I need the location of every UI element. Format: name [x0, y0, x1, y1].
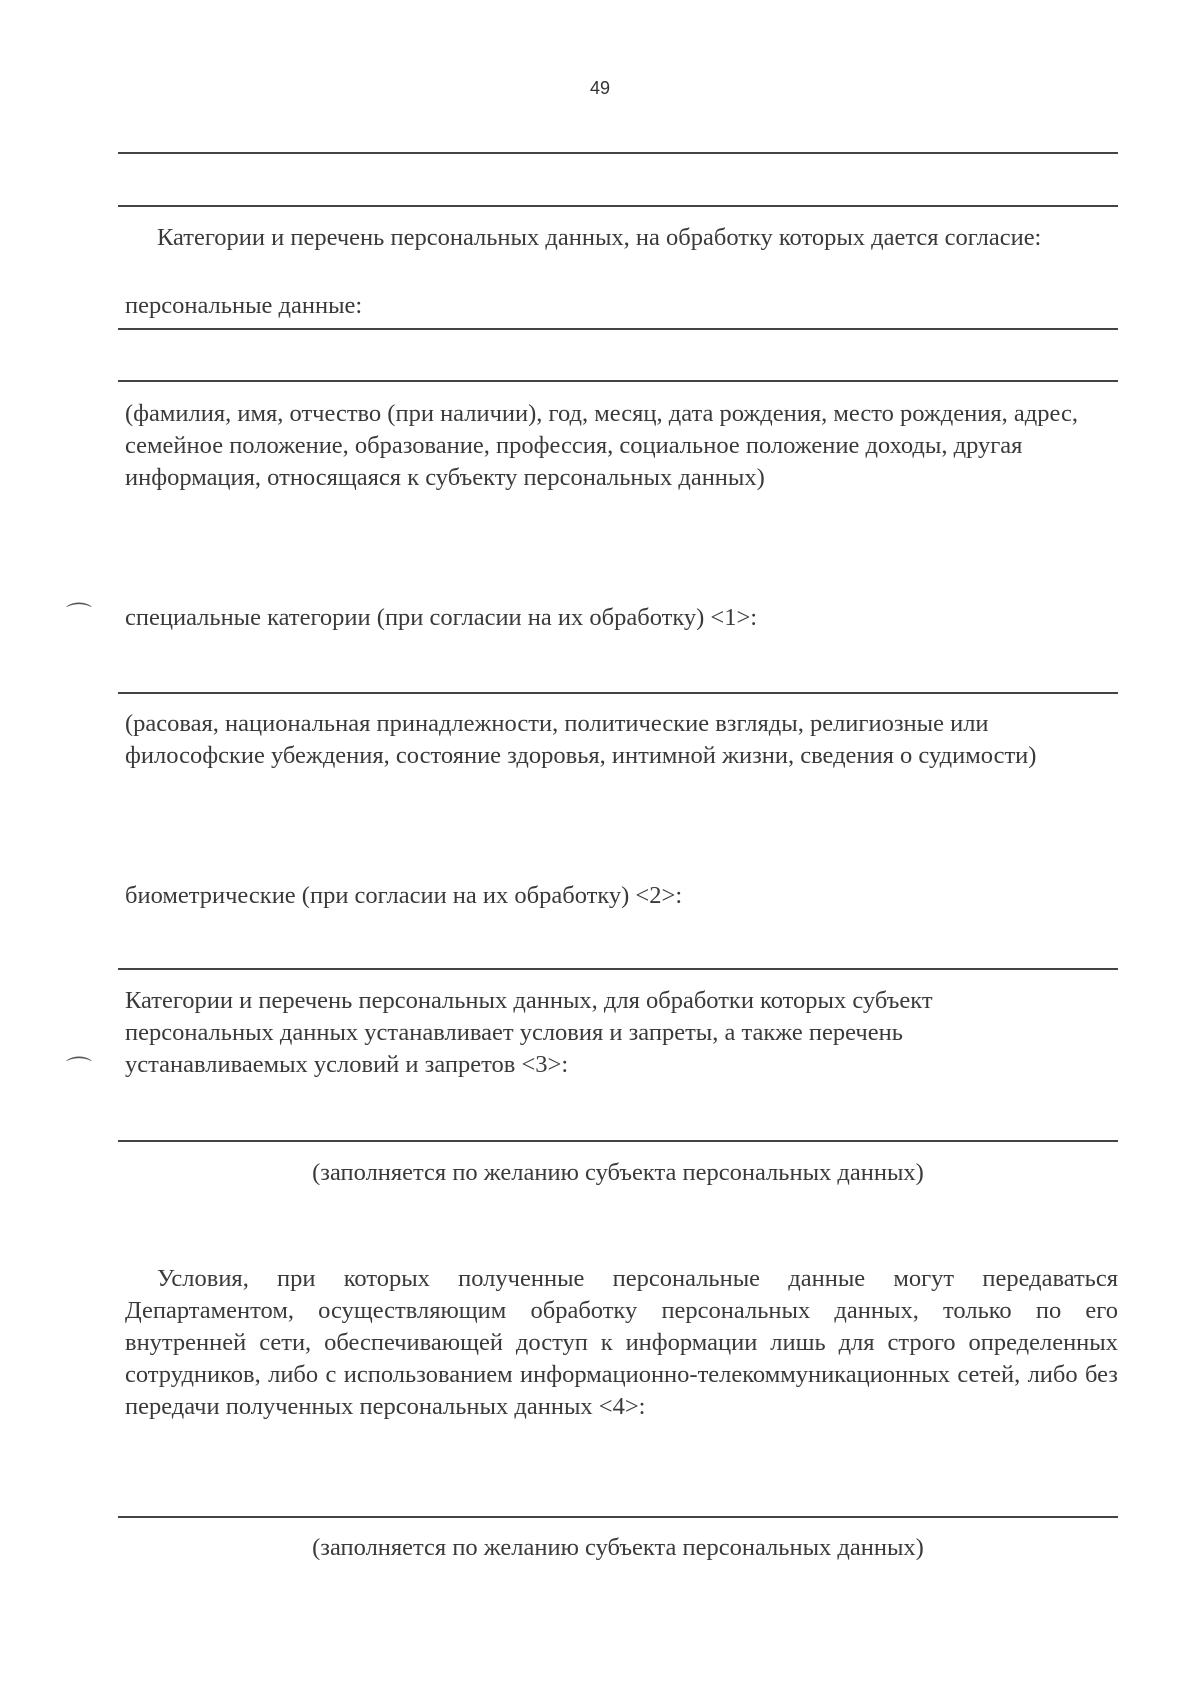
special-categories-label: специальные категории (при согласии на их обработку) <1>:: [125, 604, 758, 631]
personal-data-line-1: [118, 328, 1118, 330]
conditions-hint: (заполняется по желанию субъекта персональных данных): [312, 1159, 924, 1186]
special-categories-hint: (расовая, национальная принадлежности, политические взгляды, религиозные или философские убеждения, состояние здоровья, интимной жизни, сведения о судимости): [125, 710, 1037, 769]
page-number: 49: [589, 78, 611, 98]
personal-data-hint: (фамилия, имя, отчество (при наличии), год, месяц, дата рождения, место рождения, адрес, семейное положение, образование, профессия, социальное положение доходы, другая информация, относящаяся к субъекту персональных данных): [125, 400, 1078, 491]
personal-data-line-2: [118, 380, 1118, 382]
transfer-label: Условия, при которых полученные персональные данные могут передаваться Департаментом, осуществляющим обработку персональных данных, только по его внутренней сети, обеспечивающей доступ к информации лишь для строго определенных сотрудников, либо с использованием информационно-телекоммуникационных сетей, либо без передачи полученных персональных данных <4>:: [125, 1265, 1118, 1420]
special-line: [118, 692, 1118, 694]
conditions-label: Категории и перечень персональных данных, для обработки которых субъект персональных данных устанавливает условия и запреты, а также перечень устанавливаемых условий и запретов <3>:: [125, 987, 933, 1078]
conditions-line: [118, 1140, 1118, 1142]
categories-intro: Категории и перечень персональных данных, на обработку которых дается согласие:: [157, 224, 1042, 251]
blank-line-1: [118, 152, 1118, 154]
transfer-hint: (заполняется по желанию субъекта персональных данных): [312, 1534, 924, 1561]
transfer-line: [118, 1516, 1118, 1518]
personal-data-label: персональные данные:: [125, 292, 363, 319]
biometric-line: [118, 968, 1118, 970]
margin-mark-2: ⌒: [66, 1056, 93, 1085]
biometric-label: биометрические (при согласии на их обработку) <2>:: [125, 882, 683, 909]
blank-line-2: [118, 205, 1118, 207]
margin-mark-1: ⌒: [66, 602, 93, 631]
